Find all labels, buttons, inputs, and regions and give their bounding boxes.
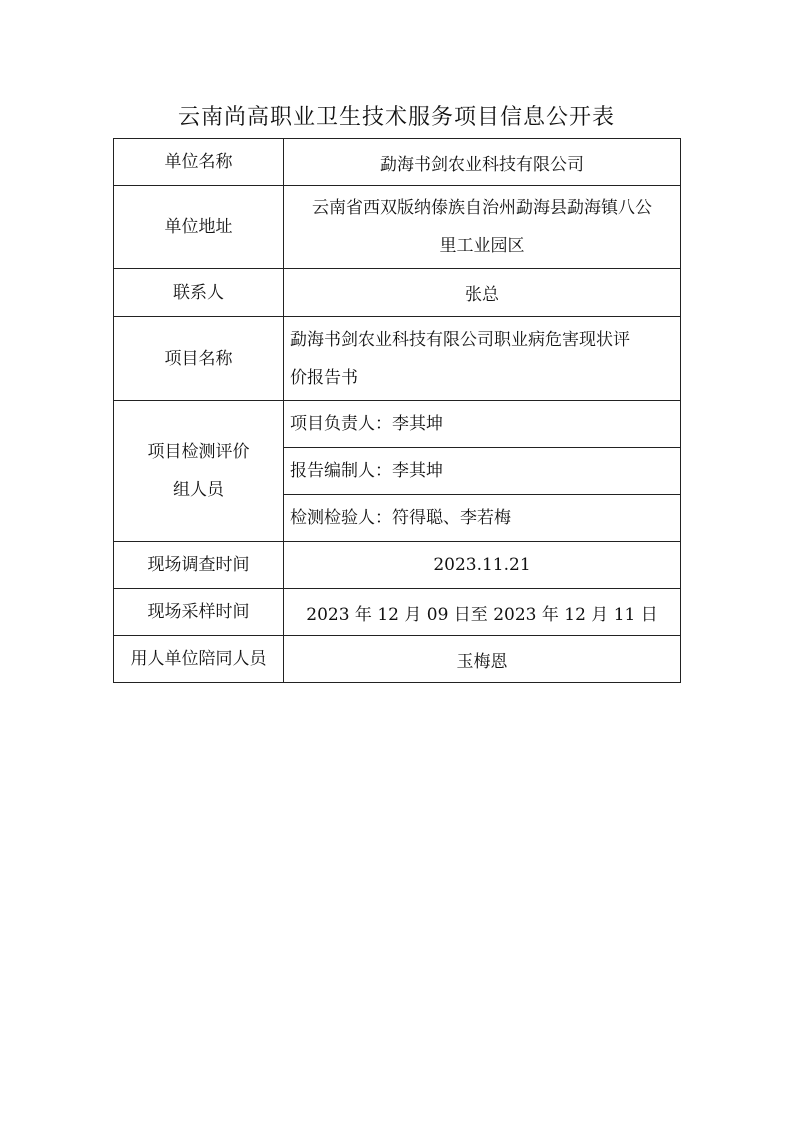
team-member: 检测检验人：符得聪、李若梅 <box>284 495 681 542</box>
team-member: 项目负责人：李其坤 <box>284 401 681 448</box>
table-row <box>114 401 681 448</box>
table-row <box>114 589 681 636</box>
document-title: 云南尚高职业卫生技术服务项目信息公开表 <box>177 105 615 130</box>
contact-label: 联系人 <box>114 269 284 317</box>
accompany-label: 用人单位陪同人员 <box>114 636 284 683</box>
team-label-line2: 组人员 <box>173 480 224 500</box>
unit-address-line1: 云南省西双版纳傣族自治州勐海县勐海镇八公 <box>312 198 652 218</box>
project-name-label: 项目名称 <box>114 317 284 401</box>
table-row <box>114 317 681 401</box>
project-name-line2: 价报告书 <box>290 367 358 388</box>
team-label <box>114 401 284 542</box>
team-member: 报告编制人：李其坤 <box>284 448 681 495</box>
survey-time-label: 现场调查时间 <box>114 542 284 589</box>
table-row <box>114 139 681 186</box>
unit-address-line2: 里工业园区 <box>439 236 525 256</box>
project-name-value <box>284 317 681 401</box>
info-table <box>113 138 681 683</box>
unit-name-label: 单位名称 <box>114 139 284 186</box>
sampling-time-label: 现场采样时间 <box>114 589 284 636</box>
accompany-value: 玉梅恩 <box>284 636 681 683</box>
project-name-line1: 勐海书剑农业科技有限公司职业病危害现状评 <box>290 329 630 350</box>
contact-value: 张总 <box>284 269 681 317</box>
table-row <box>114 636 681 683</box>
table-row <box>114 186 681 269</box>
table-row <box>114 542 681 589</box>
unit-address-value <box>284 186 681 269</box>
team-label-line1: 项目检测评价 <box>147 442 250 462</box>
sampling-time-value: 2023 年 12 月 09 日至 2023 年 12 月 11 日 <box>284 589 681 636</box>
unit-name-value: 勐海书剑农业科技有限公司 <box>284 139 681 186</box>
table-row <box>114 269 681 317</box>
unit-address-label: 单位地址 <box>114 186 284 269</box>
survey-time-value: 2023.11.21 <box>284 542 681 589</box>
